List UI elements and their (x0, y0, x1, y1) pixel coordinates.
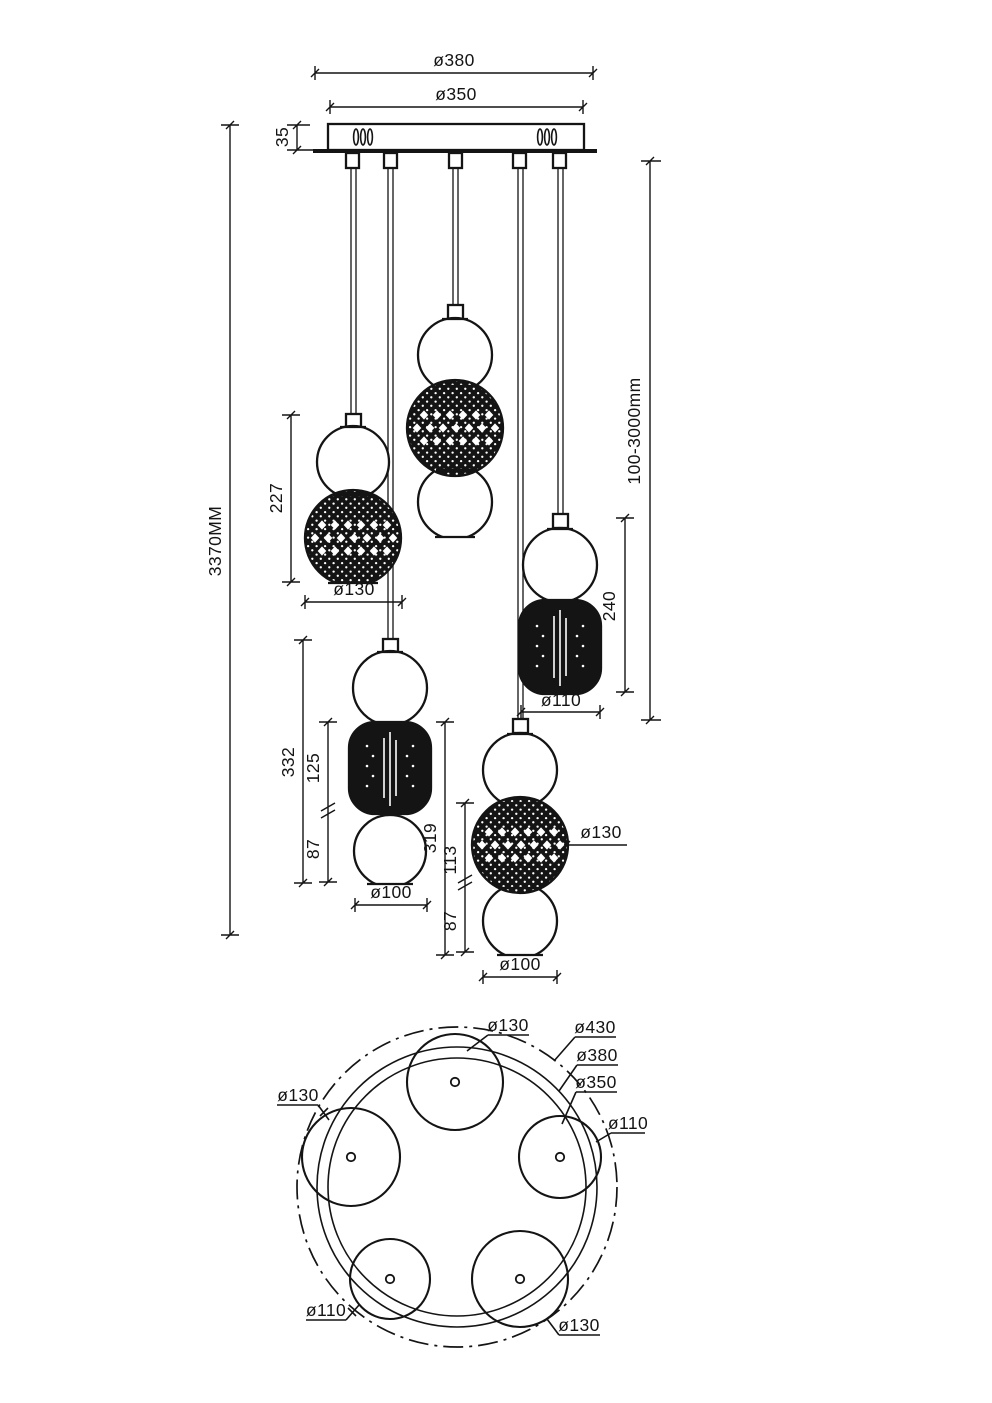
dim-label-227: 227 (266, 482, 286, 514)
label-350: ø350 (575, 1072, 617, 1092)
dim-label-319: 319 (420, 822, 440, 854)
dim-label-380: ø380 (433, 50, 475, 70)
dim-line-113-87 (456, 799, 474, 956)
cord-hole (386, 1275, 394, 1283)
cord-5 (558, 168, 563, 515)
canopy-body (328, 124, 584, 150)
cord-3 (453, 168, 458, 305)
dim-label-130: ø130 (333, 579, 375, 599)
pendant-connector (553, 514, 568, 528)
label-110-bottom-left: ø110 (305, 1300, 347, 1320)
suspension-range-dimension (624, 157, 661, 724)
dim-label-87: 87 (440, 910, 460, 932)
label-130-top: ø130 (487, 1015, 529, 1035)
pendant-bottom-left (278, 636, 431, 912)
top-view (277, 1015, 648, 1347)
glass-globe-lower (483, 884, 557, 958)
globe-top (407, 1034, 503, 1130)
pendant-right (517, 514, 634, 719)
outline-circle-430 (297, 1027, 617, 1347)
pendant-top-left (266, 411, 406, 609)
ceiling-canopy (313, 124, 597, 168)
dim-line-125-87 (319, 718, 337, 886)
cord-hole (556, 1153, 564, 1161)
glass-globe-lower (354, 815, 426, 887)
dim-label-100: ø100 (370, 882, 412, 902)
label-110-right: ø110 (607, 1113, 649, 1133)
dim-label-130: ø130 (580, 822, 622, 842)
canopy-circle-380 (317, 1047, 597, 1327)
dim-label-113: 113 (440, 845, 460, 875)
dim-label-350: ø350 (435, 84, 477, 104)
pendant-connector (513, 719, 528, 733)
label-430: ø430 (574, 1017, 616, 1037)
front-view (205, 50, 661, 984)
dim-label-110: ø110 (540, 690, 582, 710)
globe-bottom-left (350, 1239, 430, 1319)
dim-label-125: 125 (303, 752, 323, 784)
dim-line-suspension (641, 157, 661, 724)
cord-1 (351, 168, 356, 414)
leader-line-130 (562, 841, 627, 849)
overall-height-dimension (205, 121, 239, 939)
dim-label-332: 332 (278, 746, 298, 778)
dim-label-suspension: 100-3000mm (624, 377, 644, 485)
glass-globe (317, 426, 389, 498)
cord-hole (451, 1078, 459, 1086)
dim-label-240: 240 (599, 590, 619, 622)
label-130-left: ø130 (277, 1085, 319, 1105)
cord-grips (346, 153, 566, 168)
label-380: ø380 (576, 1045, 618, 1065)
dim-label-87: 87 (303, 838, 323, 860)
dim-label-100: ø100 (499, 954, 541, 974)
globe-right (519, 1116, 601, 1198)
glass-globe-upper (353, 651, 427, 725)
cord-hole (516, 1275, 524, 1283)
dim-label-3370: 3370MM (205, 505, 225, 577)
glass-globe (523, 528, 597, 602)
globe-circles (302, 1034, 601, 1327)
leader-110-right (596, 1133, 645, 1142)
globe-left (302, 1108, 400, 1206)
plate-circle-350 (328, 1058, 586, 1316)
cord-hole (347, 1153, 355, 1161)
pendant-top-center (407, 305, 503, 546)
dim-label-35: 35 (272, 126, 292, 148)
label-130-bottom-right: ø130 (558, 1315, 600, 1335)
flat-cut-mask (433, 538, 477, 546)
pendant-bottom-center (420, 718, 627, 984)
